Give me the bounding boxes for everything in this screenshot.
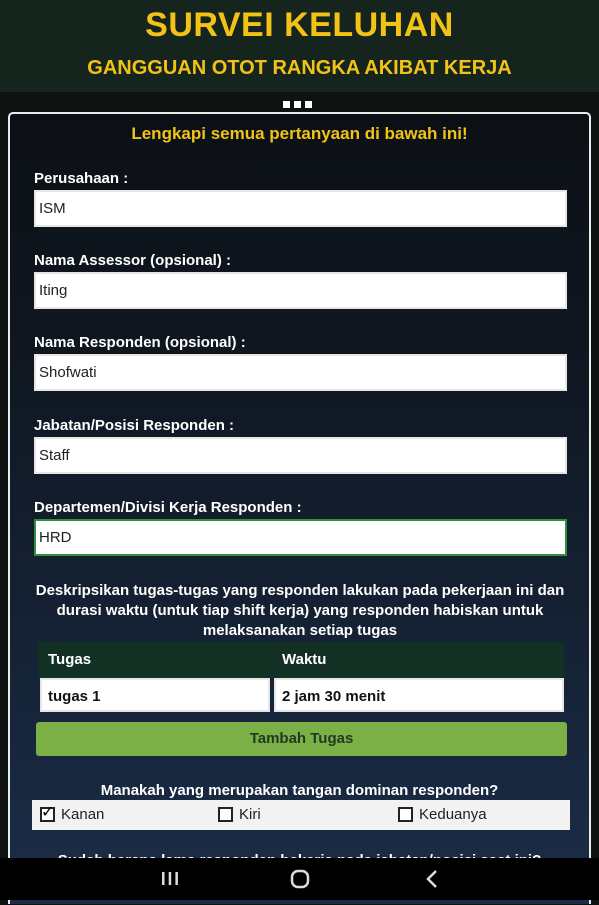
option-label: Keduanya (419, 806, 487, 823)
more-options-icon[interactable] (283, 95, 317, 103)
page-title: SURVEI KELUHAN (145, 6, 454, 44)
checkbox-checked-icon[interactable]: ✓ (41, 804, 55, 821)
task-table-header (38, 642, 564, 678)
position-input[interactable] (34, 437, 567, 474)
task-description: Deskripsikan tugas-tugas yang responden lakukan pada pekerjaan ini dan durasi waktu (untuk tiap shift kerja) yang responden habiskan untuk melaksanakan setiap tugas (35, 582, 565, 639)
page-subtitle: GANGGUAN OTOT RANGKA AKIBAT KERJA (87, 57, 512, 79)
table-row (38, 678, 564, 716)
option-label: Kiri (239, 806, 261, 823)
add-task-button[interactable]: Tambah Tugas (36, 722, 567, 756)
survey-form (8, 112, 591, 904)
company-input[interactable] (34, 190, 567, 227)
home-icon[interactable] (270, 858, 330, 900)
option-kanan[interactable] (40, 806, 104, 826)
form-instruction: Lengkapi semua pertanyaan di bawah ini! (131, 124, 468, 143)
option-kiri[interactable] (218, 806, 261, 826)
checkbox-icon[interactable] (398, 807, 413, 822)
dominant-hand-options (32, 800, 570, 830)
task-column-header: Tugas (48, 651, 92, 668)
recent-apps-icon[interactable] (140, 858, 200, 900)
task-cell[interactable]: tugas 1 (40, 678, 270, 712)
option-label: Kanan (61, 806, 105, 823)
department-label: Departemen/Divisi Kerja Responden : (34, 499, 302, 516)
back-icon[interactable] (402, 858, 462, 900)
assessor-label: Nama Assessor (opsional) : (34, 252, 231, 269)
checkbox-icon[interactable] (218, 807, 233, 822)
respondent-name-label: Nama Responden (opsional) : (34, 334, 246, 351)
respondent-name-input[interactable] (34, 354, 567, 391)
app-header (0, 0, 599, 92)
position-label: Jabatan/Posisi Responden : (34, 417, 235, 434)
dominant-hand-question: Manakah yang merupakan tangan dominan responden? (100, 782, 499, 799)
time-column-header: Waktu (282, 651, 327, 668)
time-cell[interactable]: 2 jam 30 menit (274, 678, 564, 712)
option-keduanya[interactable] (398, 806, 487, 826)
department-input[interactable] (34, 519, 567, 556)
system-nav-bar (0, 858, 599, 900)
assessor-input[interactable] (34, 272, 567, 309)
company-label: Perusahaan : (34, 170, 129, 187)
